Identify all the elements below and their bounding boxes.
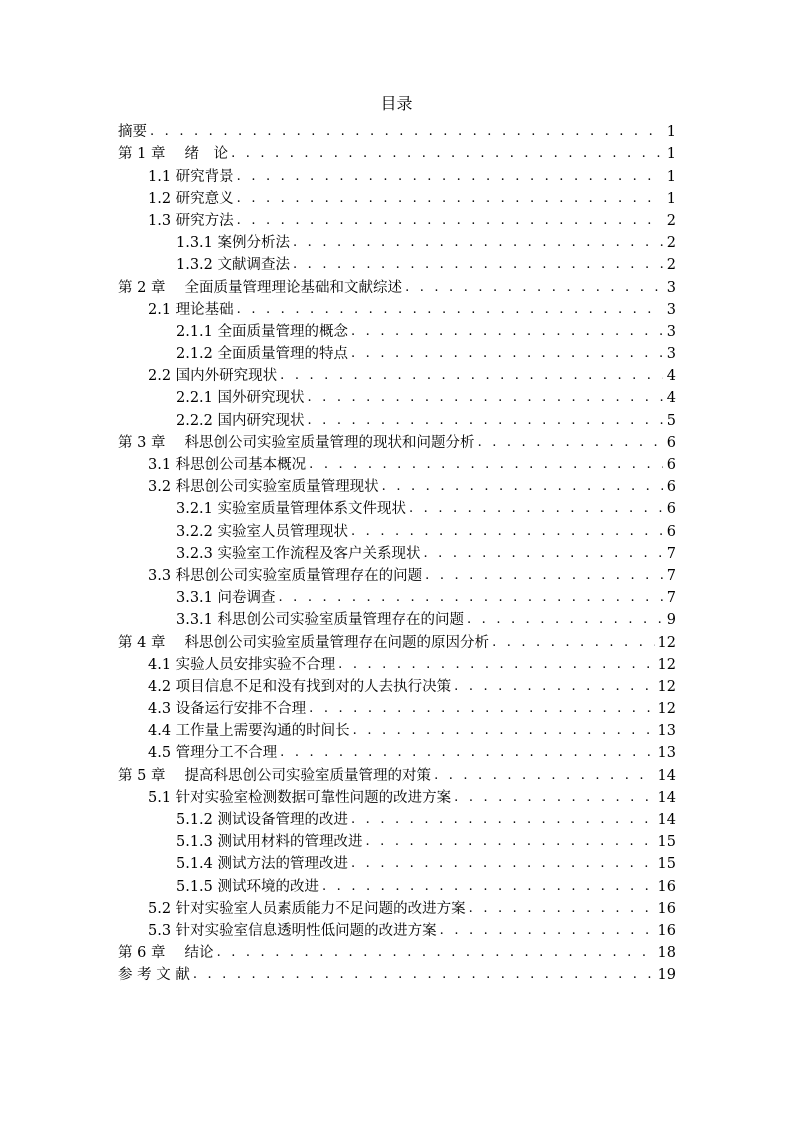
toc-entry[interactable]	[118, 897, 676, 919]
toc-page-number: 3	[666, 279, 676, 296]
toc-entry-title: 5.3 针对实验室信息透明性低问题的改进方案	[148, 922, 437, 939]
dot-leader	[351, 522, 663, 542]
dot-leader	[309, 455, 663, 475]
toc-page-number: 13	[657, 745, 676, 762]
toc-entry-title: 3.3.1 问卷调查	[176, 590, 276, 607]
toc-entry[interactable]	[118, 808, 676, 830]
toc-entry-title: 2.1 理论基础	[148, 301, 234, 318]
toc-entry-title: 5.1.4 测试方法的管理改进	[176, 856, 349, 873]
toc-page-number: 19	[657, 967, 676, 984]
dot-leader	[440, 921, 655, 941]
toc-entry-title: 3.3.1 科思创公司实验室质量管理存在的问题	[176, 612, 465, 629]
toc-entry-title: 5.1.3 测试用材料的管理改进	[176, 834, 363, 851]
toc-entry-title: 摘要	[118, 124, 147, 141]
toc-entry-title: 3.2.2 实验室人员管理现状	[176, 523, 349, 540]
toc-title: 目录	[380, 94, 413, 113]
toc-entry[interactable]	[118, 386, 676, 408]
dot-leader	[434, 766, 654, 786]
toc-page-number: 7	[666, 545, 676, 562]
toc-page-number: 2	[666, 212, 676, 229]
toc-entry-title: 3.2.1 实验室质量管理体系文件现状	[176, 501, 407, 518]
toc-entry[interactable]	[118, 941, 676, 963]
toc-entry[interactable]	[118, 231, 676, 253]
dot-leader	[469, 899, 655, 919]
toc-page-number: 12	[657, 701, 676, 718]
toc-entry[interactable]	[118, 786, 676, 808]
toc-entry[interactable]	[118, 320, 676, 342]
toc-entry-title: 第 5 章 提高科思创公司实验室质量管理的对策	[118, 767, 432, 784]
toc-page-number: 14	[657, 812, 676, 828]
toc-entry[interactable]	[118, 586, 676, 608]
dot-leader	[409, 499, 663, 519]
toc-entry[interactable]	[118, 253, 676, 275]
toc-page-number: 5	[666, 412, 676, 429]
dot-leader	[237, 189, 663, 209]
toc-entry[interactable]	[118, 542, 676, 564]
dot-leader	[293, 233, 663, 253]
toc-page-number: 3	[666, 323, 676, 340]
toc-entry-title: 1.1 研究背景	[148, 168, 234, 185]
toc-entry[interactable]	[118, 763, 676, 785]
toc-entry-title: 第 3 章 科思创公司实验室质量管理的现状和问题分析	[118, 434, 475, 451]
toc-entry-title: 第 4 章 科思创公司实验室质量管理存在问题的原因分析	[118, 634, 490, 651]
toc-page-number: 12	[657, 678, 676, 695]
toc-entry[interactable]	[118, 564, 676, 586]
toc-entry-title: 2.2.2 国内研究现状	[176, 412, 305, 429]
toc-entry-title: 2.1.1 全面质量管理的概念	[176, 323, 349, 340]
toc-page-number: 2	[666, 235, 676, 252]
toc-entry[interactable]	[118, 497, 676, 519]
toc-entry[interactable]	[118, 719, 676, 741]
toc-page-number: 18	[657, 945, 676, 962]
toc-entry-title: 第 1 章 绪 论	[118, 146, 229, 163]
dot-leader	[293, 255, 663, 275]
toc-entry-title: 4.3 设备运行安排不合理	[148, 701, 307, 718]
toc-page-number: 15	[657, 856, 676, 873]
toc-entry-title: 3.3 科思创公司实验室质量管理存在的问题	[148, 567, 423, 584]
toc-entry[interactable]	[118, 963, 676, 985]
toc-entry[interactable]	[118, 675, 676, 697]
toc-entry[interactable]	[118, 364, 676, 386]
toc-page-number: 9	[666, 612, 676, 629]
dot-leader	[353, 721, 655, 741]
toc-page-number: 14	[657, 767, 676, 784]
toc-entry-title: 4.5 管理分工不合理	[148, 745, 278, 762]
toc-page-number: 6	[666, 479, 676, 496]
dot-leader	[454, 677, 654, 697]
toc-entry[interactable]	[118, 209, 676, 231]
dot-leader	[308, 411, 663, 431]
toc-page-number: 12	[657, 634, 676, 651]
toc-page-number: 6	[666, 523, 676, 540]
toc-entry-title: 2.2 国内外研究现状	[148, 368, 278, 385]
toc-entry[interactable]	[118, 453, 676, 475]
toc-page-number: 16	[657, 900, 676, 917]
dot-leader	[280, 743, 654, 763]
dot-leader	[492, 633, 654, 653]
toc-entry-title: 参 考 文 献	[118, 967, 190, 984]
toc-entry-title: 1.3 研究方法	[148, 212, 234, 229]
toc-page-number: 1	[666, 190, 676, 207]
toc-entry[interactable]	[118, 697, 676, 719]
toc-page-number: 1	[666, 124, 676, 141]
toc-page-number: 15	[657, 834, 676, 851]
toc-entry[interactable]	[118, 120, 676, 142]
toc-page-number: 7	[666, 567, 676, 584]
dot-leader	[237, 300, 663, 320]
dot-leader	[351, 344, 663, 364]
dot-leader	[308, 388, 663, 408]
toc-entry[interactable]	[118, 919, 676, 941]
dot-leader	[237, 167, 663, 187]
toc-entry[interactable]	[118, 874, 676, 896]
toc-entry[interactable]	[118, 187, 676, 209]
toc-entry-title: 1.2 研究意义	[148, 190, 234, 207]
toc-page-number: 16	[657, 922, 676, 939]
toc-page-number: 3	[666, 346, 676, 363]
toc-entry-title: 4.2 项目信息不足和没有找到对的人去执行决策	[148, 678, 452, 695]
toc-entry-title: 第 2 章 全面质量管理理论基础和文献综述	[118, 279, 403, 296]
toc-entry[interactable]	[118, 431, 676, 453]
toc-entry-title: 4.1 实验人员安排实验不合理	[148, 656, 336, 673]
dot-leader	[280, 366, 663, 386]
toc-page-number: 4	[666, 390, 676, 407]
dot-leader	[338, 655, 654, 675]
toc-entry-title: 3.1 科思创公司基本概况	[148, 457, 307, 473]
toc-entry-title: 第 6 章 结论	[118, 945, 214, 962]
dot-leader	[424, 544, 663, 564]
toc-entry[interactable]	[118, 852, 676, 874]
toc-entry[interactable]	[118, 275, 676, 297]
dot-leader	[454, 788, 654, 808]
toc-entry[interactable]	[118, 608, 676, 630]
toc-entry[interactable]	[118, 519, 676, 541]
toc-entry-title: 5.2 针对实验室人员素质能力不足问题的改进方案	[148, 900, 466, 917]
toc-entry[interactable]	[118, 741, 676, 763]
toc-page-number: 1	[666, 168, 676, 185]
toc-page-number: 2	[666, 257, 676, 274]
dot-leader	[351, 854, 655, 874]
dot-leader	[279, 588, 663, 608]
toc-entry[interactable]	[118, 342, 676, 364]
toc-entry-title: 5.1.2 测试设备管理的改进	[176, 812, 349, 828]
dot-leader	[382, 477, 663, 497]
toc-entry-title: 3.2.3 实验室工作流程及客户关系现状	[176, 545, 421, 562]
toc-entry[interactable]	[118, 142, 676, 164]
dot-leader	[366, 832, 655, 852]
dot-leader	[425, 566, 663, 586]
toc-entry[interactable]	[118, 830, 676, 852]
dot-leader	[193, 965, 655, 985]
toc-page-number: 6	[666, 501, 676, 518]
toc-entry-title: 2.1.2 全面质量管理的特点	[176, 346, 349, 363]
toc-entry-title: 5.1.5 测试环境的改进	[176, 878, 320, 895]
dot-leader	[322, 877, 655, 897]
toc-page-number: 6	[666, 457, 676, 473]
toc-entry-title: 1.3.2 文献调查法	[176, 257, 291, 274]
dot-leader	[237, 211, 663, 231]
toc-entry-title: 2.2.1 国外研究现状	[176, 390, 305, 407]
table-of-contents	[118, 120, 676, 985]
toc-entry[interactable]	[118, 164, 676, 186]
toc-entry-title: 1.3.1 案例分析法	[176, 235, 291, 252]
toc-page-number: 12	[657, 656, 676, 673]
toc-page-number: 13	[657, 723, 676, 740]
toc-entry-title: 3.2 科思创公司实验室质量管理现状	[148, 479, 379, 496]
dot-leader	[478, 433, 663, 453]
dot-leader	[231, 144, 663, 164]
toc-page-number: 3	[666, 301, 676, 318]
dot-leader	[309, 699, 654, 719]
toc-entry[interactable]	[118, 298, 676, 320]
dot-leader	[150, 122, 663, 142]
dot-leader	[351, 810, 655, 830]
toc-entry[interactable]	[118, 408, 676, 430]
dot-leader	[351, 322, 663, 342]
dot-leader	[405, 278, 663, 298]
toc-entry[interactable]	[118, 630, 676, 652]
toc-entry[interactable]	[118, 475, 676, 497]
toc-entry-title: 5.1 针对实验室检测数据可靠性问题的改进方案	[148, 789, 452, 806]
dot-leader	[467, 610, 663, 630]
toc-page-number: 6	[666, 434, 676, 451]
toc-page-number: 16	[657, 878, 676, 895]
toc-page-number: 4	[666, 368, 676, 385]
toc-entry[interactable]	[118, 653, 676, 675]
toc-page-number: 14	[657, 789, 676, 806]
dot-leader	[217, 943, 655, 963]
toc-page-number: 7	[666, 590, 676, 607]
toc-entry-title: 4.4 工作量上需要沟通的时间长	[148, 723, 350, 740]
toc-page-number: 1	[666, 146, 676, 163]
